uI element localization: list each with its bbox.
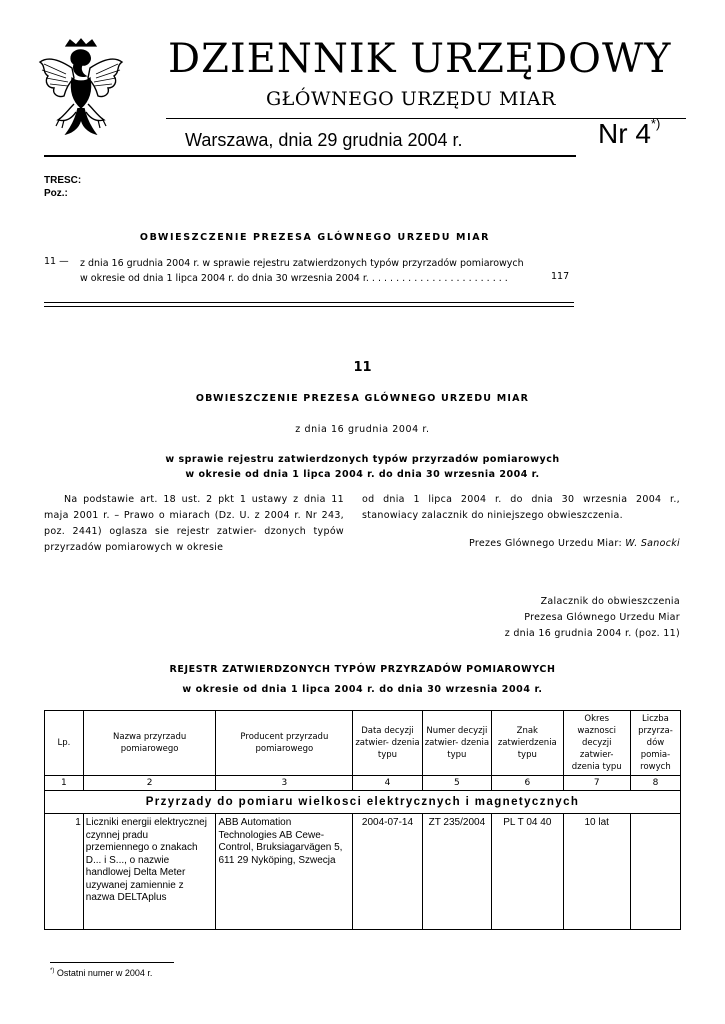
column-number: 7 (563, 776, 630, 791)
contents-item-page: 117 (551, 271, 570, 282)
column-number: 3 (216, 776, 353, 791)
column-header: Nazwa przyrzadu pomiarowego (83, 711, 216, 776)
notice-body-left: Na podstawie art. 18 ust. 2 pkt 1 ustawy z dnia 11 maja 2001 r. – Prawo o miarach (Dz. U. z 2004 r. Nr 243, poz. 2441) oglasza sie rejestr zatwier- dzonych typów przyrzadów pomiarowych w okresie (44, 494, 344, 553)
cell-approval-mark: PL T 04 40 (492, 814, 563, 930)
cell-decision-number: ZT 235/2004 (422, 814, 491, 930)
column-number-row (45, 776, 681, 791)
table-header-row (45, 711, 681, 776)
cell-producer: ABB Automation Technologies AB Cewe-Control, Bruksiagarvägen 5, 611 29 Nyköping, Szwecja (216, 814, 353, 930)
contents-heading: OBWIESZCZENIE PREZESA GLÓWNEGO URZEDU MIAR (139, 232, 491, 243)
column-number: 5 (422, 776, 491, 791)
column-number: 8 (630, 776, 680, 791)
column-number: 4 (353, 776, 422, 791)
column-header: Data decyzji zatwier- dzenia typu (353, 711, 422, 776)
white-eagle-emblem (36, 38, 126, 138)
column-header: Lp. (45, 711, 84, 776)
column-header: Numer decyzji zatwier- dzenia typu (422, 711, 491, 776)
notice-body-right: od dnia 1 lipca 2004 r. do dnia 30 wrzesnia 2004 r., stanowiacy zalacznik do niniejszego obwieszczenia. (362, 494, 680, 521)
column-header: Liczba przyrza- dów pomia- rowych (630, 711, 680, 776)
cell-validity: 10 lat (563, 814, 630, 930)
table-row (45, 814, 681, 930)
category-row (45, 791, 681, 814)
contents-item-text: z dnia 16 grudnia 2004 r. w sprawie rejestru zatwierdzonych typów przyrzadów pomiarowych w okresie od dnia 1 lipca 2004 r. do dnia 30 wrzesnia 2004 r. . . . . . . . . . . . . . . . . . . . . . . . (80, 258, 524, 284)
footnote-rule (50, 962, 174, 963)
position-label: Poz.: (44, 188, 68, 199)
notice-number: 11 (353, 360, 372, 375)
category-label: Przyrzady do pomiaru wielkosci elektrycznych i magnetycznych (45, 791, 681, 814)
notice-subject: w sprawie rejestru zatwierdzonych typów przyrzadów pomiarowych w okresie od dnia 1 lipca 2004 r. do dnia 30 wrzesnia 2004 r. (165, 454, 560, 480)
contents-item-number: 11 — (44, 256, 69, 267)
cell-lp: 1 (45, 814, 84, 930)
contents-rule-top (44, 302, 574, 303)
cell-count (630, 814, 680, 930)
column-number: 6 (492, 776, 563, 791)
journal-title: DZIENNIK URZĘDOWY (168, 36, 672, 82)
annex-reference: Zalacznik do obwieszczenia Prezesa Glównego Urzedu Miar z dnia 16 grudnia 2004 r. (poz. 11) (504, 596, 680, 639)
header-rule (44, 155, 576, 157)
issue-footnote-marker: *) (650, 116, 661, 131)
issue-number: Nr 4*) (598, 116, 661, 149)
contents-label: TRESC: Poz.: (44, 175, 82, 199)
register-title: REJESTR ZATWIERDZONYCH TYPÓW PRZYRZADÓW POMIAROWYCH w okresie od dnia 1 lipca 2004 r. do dnia 30 wrzesnia 2004 r. (169, 664, 556, 695)
footnote-marker: *) (50, 968, 55, 974)
journal-subtitle: GŁÓWNEGO URZĘDU MIAR (266, 88, 556, 110)
column-header: Okres waznosci decyzji zatwier- dzenia typu (563, 711, 630, 776)
issue-dateline: Warszawa, dnia 29 grudnia 2004 r. (185, 130, 463, 150)
column-number: 2 (83, 776, 216, 791)
cell-instrument-name: Liczniki energii elektrycznej czynnej pradu przemiennego o znakach D... i S..., o nazwie handlowej Delta Meter uzywanej zamiennie z nazwa DELTAplus (83, 814, 216, 930)
notice-signature: Prezes Glównego Urzedu Miar: W. Sanocki (468, 538, 680, 549)
footnote: *) Ostatni numer w 2004 r. (50, 968, 153, 978)
signatory-name: W. Sanocki (625, 538, 680, 549)
contents-rule-bottom (44, 306, 574, 307)
register-table (44, 710, 681, 930)
notice-heading: OBWIESZCZENIE PREZESA GLÓWNEGO URZEDU MIAR (195, 393, 530, 404)
column-number: 1 (45, 776, 84, 791)
column-header: Znak zatwierdzenia typu (492, 711, 563, 776)
cell-decision-date: 2004-07-14 (353, 814, 422, 930)
notice-date: z dnia 16 grudnia 2004 r. (295, 424, 430, 435)
column-header: Producent przyrzadu pomiarowego (216, 711, 353, 776)
